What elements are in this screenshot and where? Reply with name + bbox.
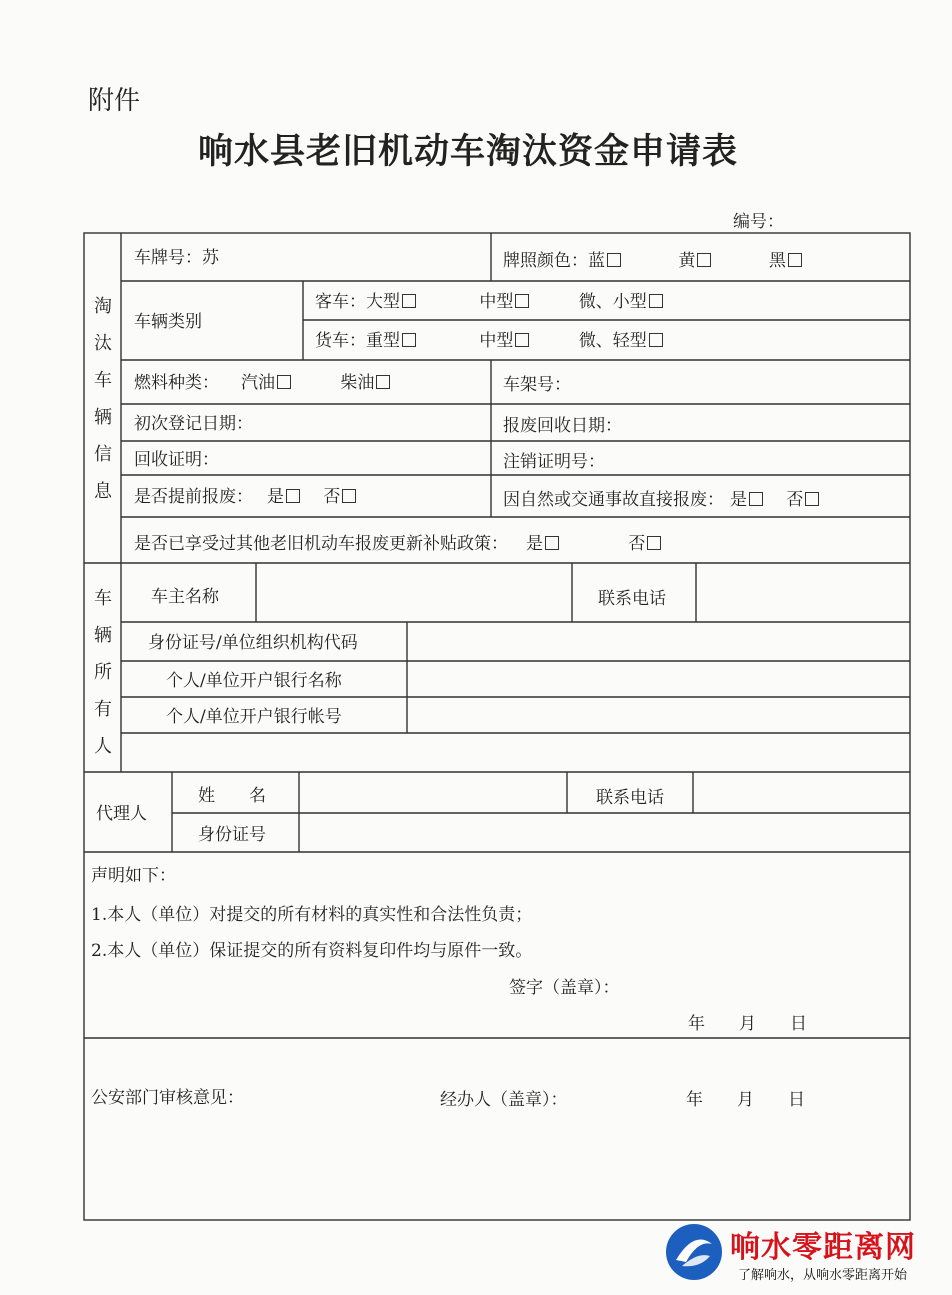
truck-heavy-label: 重型 [366, 331, 400, 351]
passenger-car-label: 客车： [315, 292, 366, 312]
accident-scrap-no-checkbox[interactable] [805, 492, 819, 506]
scrap-recycle-date-label: 报废回收日期： [503, 416, 622, 436]
recycle-certificate-label: 回收证明： [134, 450, 219, 470]
vehicle-owner-section-label: 车辆所有人 [94, 588, 112, 757]
police-opinion-label: 公安部门审核意见： [91, 1088, 244, 1108]
early-scrap-field [134, 487, 356, 507]
truck-field [315, 331, 663, 351]
truck-medium-label: 中型 [479, 331, 514, 351]
site-logo-icon [664, 1222, 724, 1282]
accident-scrap-no-label: 否 [786, 490, 804, 510]
agent-name-label: 姓 名 [198, 786, 266, 806]
page-title: 响水县老旧机动车淘汰资金申请表 [198, 132, 739, 172]
prior-subsidy-label: 是否已享受过其他老旧机动车报废更新补贴政策： [134, 534, 508, 554]
early-scrap-no-label: 否 [323, 487, 341, 507]
declaration-signature-label: 签字（盖章）： [509, 978, 620, 998]
declaration-date-label: 年 月 日 [688, 1014, 807, 1034]
plate-color-yellow-label: 黄 [678, 251, 696, 271]
passenger-large-label: 大型 [366, 292, 400, 312]
owner-name-input[interactable] [257, 566, 569, 619]
owner-phone-label: 联系电话 [598, 589, 666, 609]
early-scrap-no-checkbox[interactable] [342, 489, 356, 503]
frame-number-label: 车架号： [503, 375, 571, 395]
declaration-item-2: 2.本人（单位）保证提交的所有资料复印件均与原件一致。 [91, 941, 533, 961]
vehicle-category-label: 车辆类别 [134, 312, 202, 332]
passenger-large-checkbox[interactable] [402, 294, 416, 308]
owner-id-label: 身份证号/单位组织机构代码 [148, 633, 358, 653]
police-handler-label: 经办人（盖章）： [440, 1090, 568, 1110]
accident-scrap-label: 因自然或交通事故直接报废： [503, 490, 724, 510]
site-brand-name: 响水零距离网 [730, 1230, 916, 1265]
vehicle-info-section-label: 淘汰车辆信息 [94, 296, 112, 502]
early-scrap-yes-label: 是 [267, 487, 284, 507]
owner-name-label: 车主名称 [151, 587, 219, 607]
plate-color-black-checkbox[interactable] [788, 253, 802, 267]
agent-section-label: 代理人 [96, 804, 147, 824]
owner-id-input[interactable] [408, 624, 907, 659]
accident-scrap-yes-checkbox[interactable] [749, 492, 763, 506]
accident-scrap-yes-label: 是 [730, 490, 747, 510]
agent-phone-input[interactable] [694, 774, 907, 811]
prior-subsidy-no-checkbox[interactable] [647, 536, 661, 550]
prior-subsidy-no-label: 否 [628, 534, 646, 554]
passenger-medium-checkbox[interactable] [515, 294, 529, 308]
prior-subsidy-field [134, 534, 661, 554]
owner-bank-name-label: 个人/单位开户银行名称 [166, 671, 342, 691]
early-scrap-yes-checkbox[interactable] [286, 489, 300, 503]
declaration-item-1: 1.本人（单位）对提交的所有材料的真实性和合法性负责； [91, 905, 533, 925]
agent-id-label: 身份证号 [198, 825, 266, 845]
passenger-small-label: 微、小型 [578, 292, 647, 312]
owner-phone-input[interactable] [697, 566, 907, 619]
accident-scrap-field [503, 490, 819, 510]
fuel-gasoline-label: 汽油 [241, 373, 275, 393]
truck-medium-checkbox[interactable] [515, 333, 529, 347]
police-date-label: 年 月 日 [686, 1090, 805, 1110]
plate-number-label: 车牌号：苏 [134, 248, 219, 268]
prior-subsidy-yes-checkbox[interactable] [545, 536, 559, 550]
truck-heavy-checkbox[interactable] [402, 333, 416, 347]
first-registration-date-label: 初次登记日期： [134, 414, 253, 434]
owner-bank-account-label: 个人/单位开户银行帐号 [166, 707, 342, 727]
fuel-gasoline-checkbox[interactable] [277, 375, 291, 389]
plate-color-field [503, 251, 802, 271]
agent-name-input[interactable] [300, 774, 565, 811]
agent-id-input[interactable] [300, 815, 907, 850]
fuel-type-label: 燃料种类： [134, 373, 219, 393]
plate-color-blue-label: 蓝 [588, 251, 605, 271]
owner-bank-account-input[interactable] [408, 699, 907, 731]
plate-color-yellow-checkbox[interactable] [697, 253, 711, 267]
declaration-heading: 声明如下： [91, 866, 176, 886]
serial-number-label: 编号： [733, 212, 784, 232]
passenger-car-field [315, 292, 663, 312]
attachment-label: 附件 [88, 86, 141, 116]
passenger-small-checkbox[interactable] [649, 294, 663, 308]
plate-color-blue-checkbox[interactable] [607, 253, 621, 267]
truck-light-checkbox[interactable] [649, 333, 663, 347]
truck-light-label: 微、轻型 [578, 331, 647, 351]
truck-label: 货车： [315, 331, 366, 351]
early-scrap-label: 是否提前报废： [134, 487, 253, 507]
fuel-type-field [134, 373, 390, 393]
prior-subsidy-yes-label: 是 [526, 534, 543, 554]
cancellation-certificate-label: 注销证明号： [503, 452, 605, 472]
plate-color-label: 牌照颜色： [503, 251, 588, 271]
fuel-diesel-checkbox[interactable] [376, 375, 390, 389]
owner-bank-name-input[interactable] [408, 663, 907, 695]
fuel-diesel-label: 柴油 [340, 373, 375, 393]
site-slogan: 了解响水，从响水零距离开始 [738, 1268, 908, 1283]
plate-color-black-label: 黑 [768, 251, 786, 271]
agent-phone-label: 联系电话 [596, 788, 664, 808]
passenger-medium-label: 中型 [479, 292, 514, 312]
